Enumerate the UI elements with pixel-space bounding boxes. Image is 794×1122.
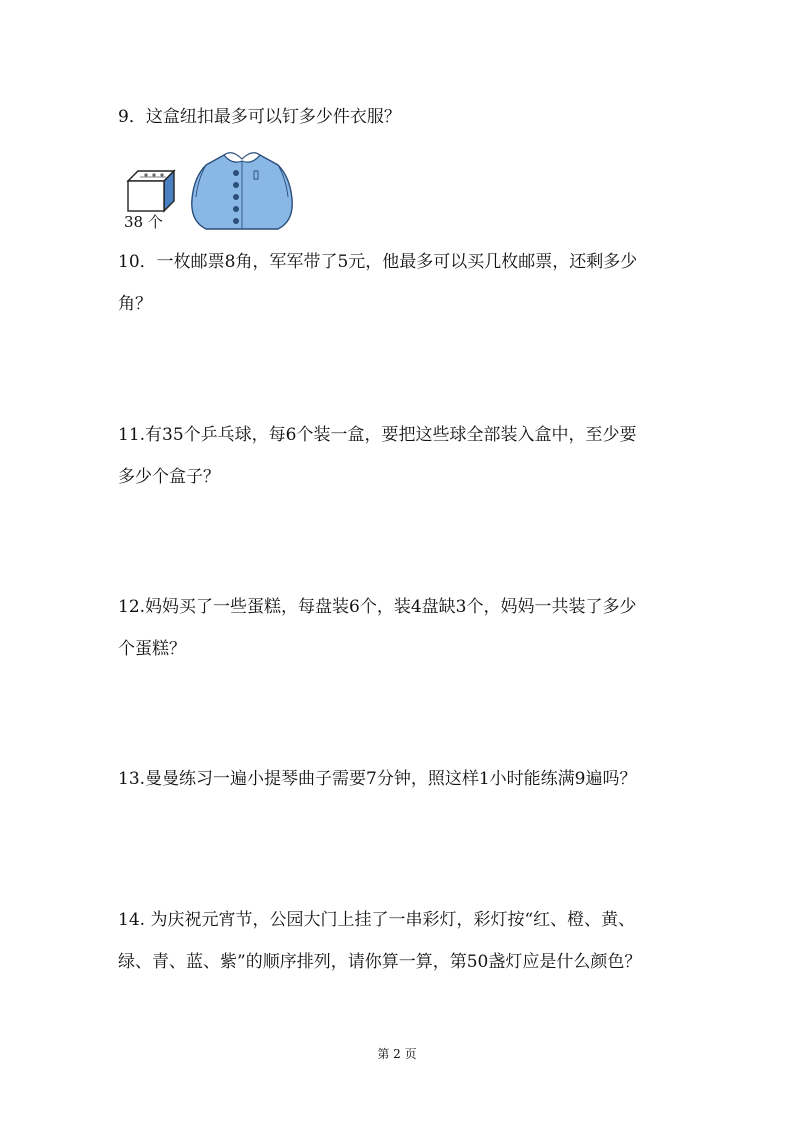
question-13 xyxy=(118,758,698,800)
question-12 xyxy=(118,586,698,670)
shirt-icon xyxy=(186,147,298,233)
question-11 xyxy=(118,414,698,498)
question-11-line-1: 11.有35个乒乓球，每6个装一盒，要把这些球全部装入盒中，至少要 xyxy=(118,425,637,445)
question-12-line-1: 12.妈妈买了一些蛋糕，每盘装6个，装4盘缺3个，妈妈一共装了多少 xyxy=(118,597,637,617)
question-14-line-1: 14. 为庆祝元宵节，公园大门上挂了一串彩灯，彩灯按“红、橙、黄、 xyxy=(118,910,636,930)
question-9 xyxy=(118,96,698,138)
question-14-line-2: 绿、青、蓝、紫”的顺序排列，请你算一算，第50盏灯应是什么颜色？ xyxy=(118,952,642,972)
question-9-figure xyxy=(120,147,300,237)
question-10 xyxy=(118,241,698,325)
question-9-line-1: 9．这盒纽扣最多可以钉多少件衣服？ xyxy=(118,107,401,127)
question-12-line-2: 个蛋糕？ xyxy=(118,639,186,659)
button-box-icon xyxy=(120,157,178,217)
page-number: 第 2 页 xyxy=(377,1047,417,1061)
question-13-line-1: 13.曼曼练习一遍小提琴曲子需要7分钟，照这样1小时能练满9遍吗？ xyxy=(118,769,637,789)
question-10-line-2: 角？ xyxy=(118,294,152,314)
box-count-label: 38 个 xyxy=(124,213,163,231)
question-11-line-2: 多少个盒子？ xyxy=(118,467,220,487)
question-10-line-1: 10．一枚邮票8角，军军带了5元，他最多可以买几枚邮票，还剩多少 xyxy=(118,252,638,272)
question-14 xyxy=(118,899,698,983)
